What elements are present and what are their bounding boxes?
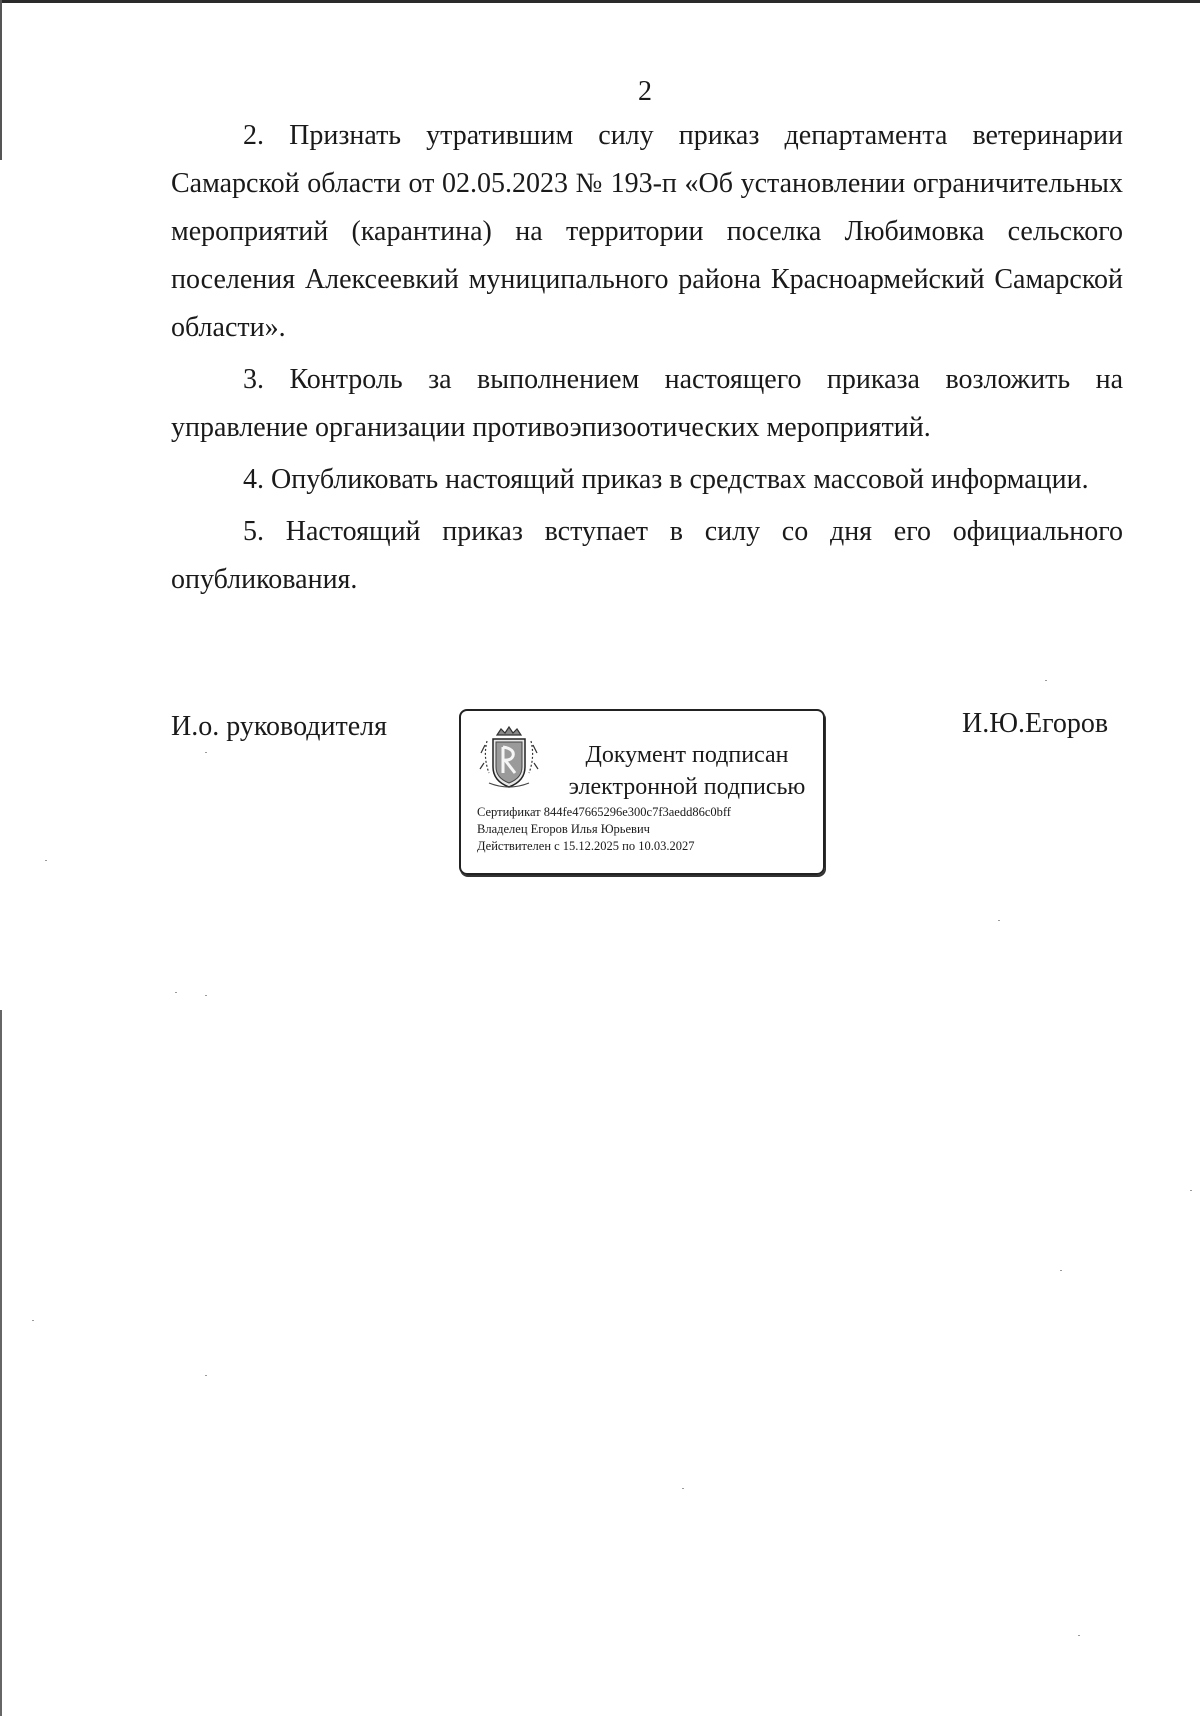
scan-speck: [205, 752, 207, 753]
paragraph-line: Самарской области от 02.05.2023 № 193-п «Об установлении: [171, 168, 906, 199]
certificate-validity: Действителен с 15.12.2025 по 10.03.2027: [477, 839, 695, 853]
document-body: [171, 112, 1123, 604]
paragraph-line: опубликования.: [171, 564, 358, 595]
scan-speck: [682, 1488, 684, 1489]
stamp-title-line: электронной подписью: [568, 774, 806, 800]
scan-speck: [998, 920, 1000, 921]
page-number: 2: [638, 76, 652, 107]
paragraph-line: управление организации противоэпизоотических мероприятий.: [171, 412, 931, 443]
scan-speck: [205, 1375, 207, 1376]
electronic-signature-stamp: [459, 709, 825, 875]
paragraph-line: 2. Признать утратившим силу приказ департамента ветеринарии: [243, 120, 1123, 151]
samara-coat-of-arms-icon: [479, 723, 539, 793]
certificate-number: Сертификат 844fe47665296e300c7f3aedd86c0bff: [477, 805, 731, 819]
paragraph-5: [171, 508, 1123, 604]
signatory-name: И.Ю.Егоров: [962, 708, 1109, 739]
paragraph-4: [171, 456, 1123, 504]
signatory-role: И.о. руководителя: [171, 711, 388, 742]
certificate-owner: Владелец Егоров Илья Юрьевич: [477, 822, 650, 836]
paragraph-line: 4. Опубликовать настоящий приказ в средствах массовой информации.: [243, 464, 1089, 495]
scan-speck: [175, 992, 177, 993]
stamp-title-line: Документ подписан: [585, 742, 789, 768]
paragraph-line: Красноармейский Самарской области».: [171, 264, 1123, 343]
stamp-title: [561, 739, 813, 803]
scan-speck: [32, 1320, 34, 1321]
stamp-details: [477, 804, 731, 855]
page-top-edge: [0, 0, 1200, 3]
scan-speck: [1190, 1190, 1192, 1191]
paragraph-line: 5. Настоящий приказ вступает в силу со дня его официального: [243, 516, 1123, 547]
scan-speck: [205, 995, 207, 996]
scan-speck: [1045, 680, 1047, 681]
page-left-edge: [0, 1010, 2, 1716]
paragraph-line: Любимовка сельского поселения Алексеевкий муниципального района: [171, 216, 1123, 295]
scan-speck: [45, 860, 47, 861]
paragraph-line: ограничительных мероприятий (карантина) на территории поселка: [171, 168, 1123, 247]
scan-speck: [1060, 1270, 1062, 1271]
scan-speck: [1078, 1635, 1080, 1636]
paragraph-line: 3. Контроль за выполнением настоящего приказа возложить на: [243, 364, 1123, 395]
paragraph-2: [171, 112, 1123, 352]
paragraph-3: [171, 356, 1123, 452]
